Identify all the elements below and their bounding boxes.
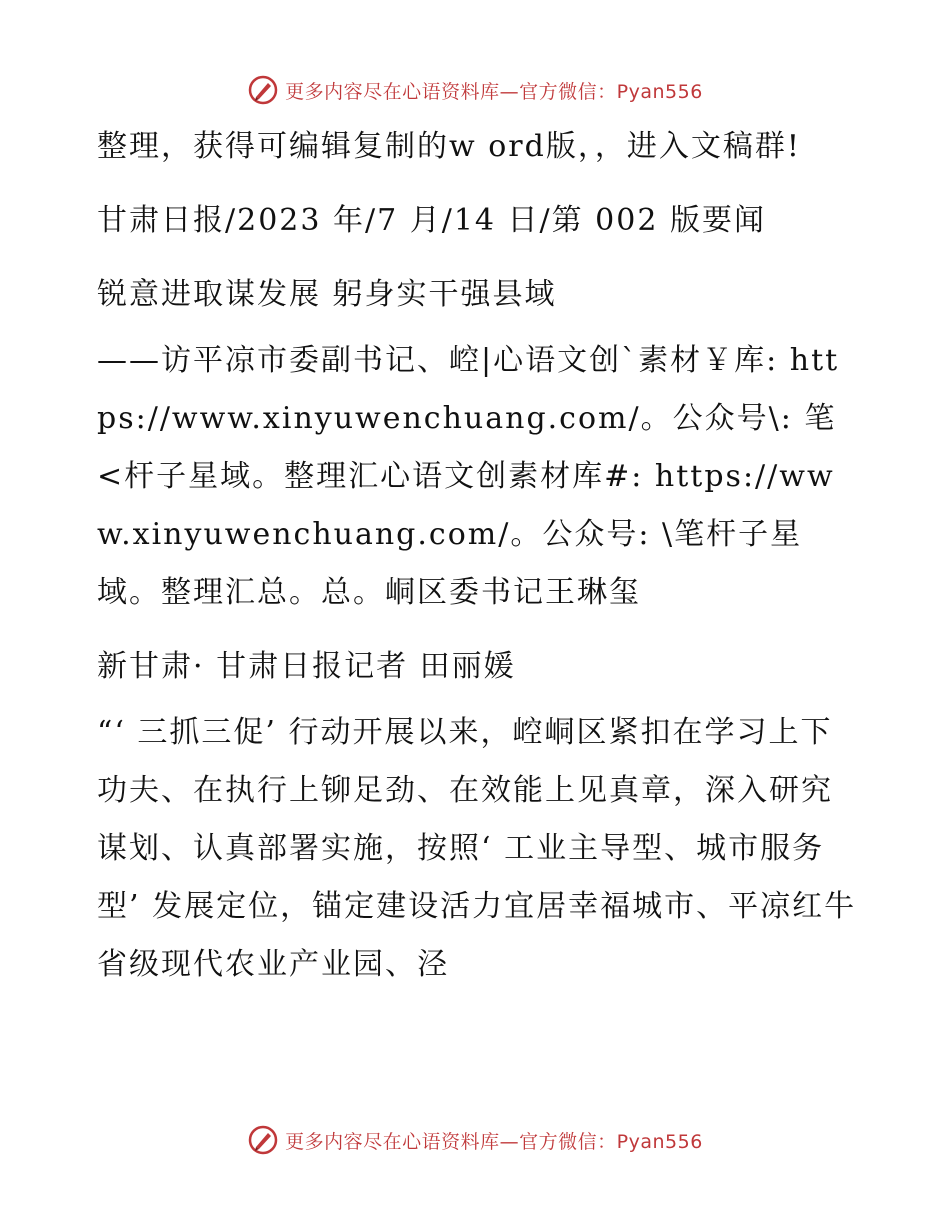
intro-paragraph: 整理，获得可编辑复制的w ord版，，进入文稿群! [97, 129, 801, 164]
body-paragraph: “‘ 三抓三促’ 行动开展以来，崆峒区紧扣在学习上下功夫、在执行上铆足劲、在效能上见真章，深入研究谋划、认真部署实施，按照‘ 工业主导型、城市服务型’ 发展定位，锚定建设活力宜居幸福城市、平凉红牛省级现代农业产业园、泾 [97, 715, 857, 982]
article-title: 锐意进取谋发展 躬身实干强县域 [97, 277, 557, 312]
article-subtitle: ——访平凉市委副书记、崆|心语文创`素材￥库: https://www.xinyuwenchuang.com/。公众号\: 笔<杆子星域。整理汇心语文创素材库#: https://www.xinyuwenchuang.com/。公众号: \笔杆子星域。整理汇总。总。峒区委书记王琳玺 [97, 343, 840, 610]
document-body [97, 118, 857, 1010]
source-line: 甘肃日报/2023 年/7 月/14 日/第 002 版要闻 [97, 203, 766, 238]
byline: 新甘肃· 甘肃日报记者 田丽媛 [97, 649, 516, 684]
header-banner-text: 更多内容尽在心语资料库—官方微信：Pyan556 [285, 80, 703, 103]
pen-logo-icon [247, 1124, 279, 1156]
header-banner-contact: Pyan556 [616, 80, 703, 103]
header-banner [0, 70, 950, 110]
footer-banner-contact: Pyan556 [616, 1130, 703, 1153]
pen-logo-icon [247, 74, 279, 106]
footer-banner-text: 更多内容尽在心语资料库—官方微信：Pyan556 [285, 1130, 703, 1153]
footer-banner [0, 1120, 950, 1160]
